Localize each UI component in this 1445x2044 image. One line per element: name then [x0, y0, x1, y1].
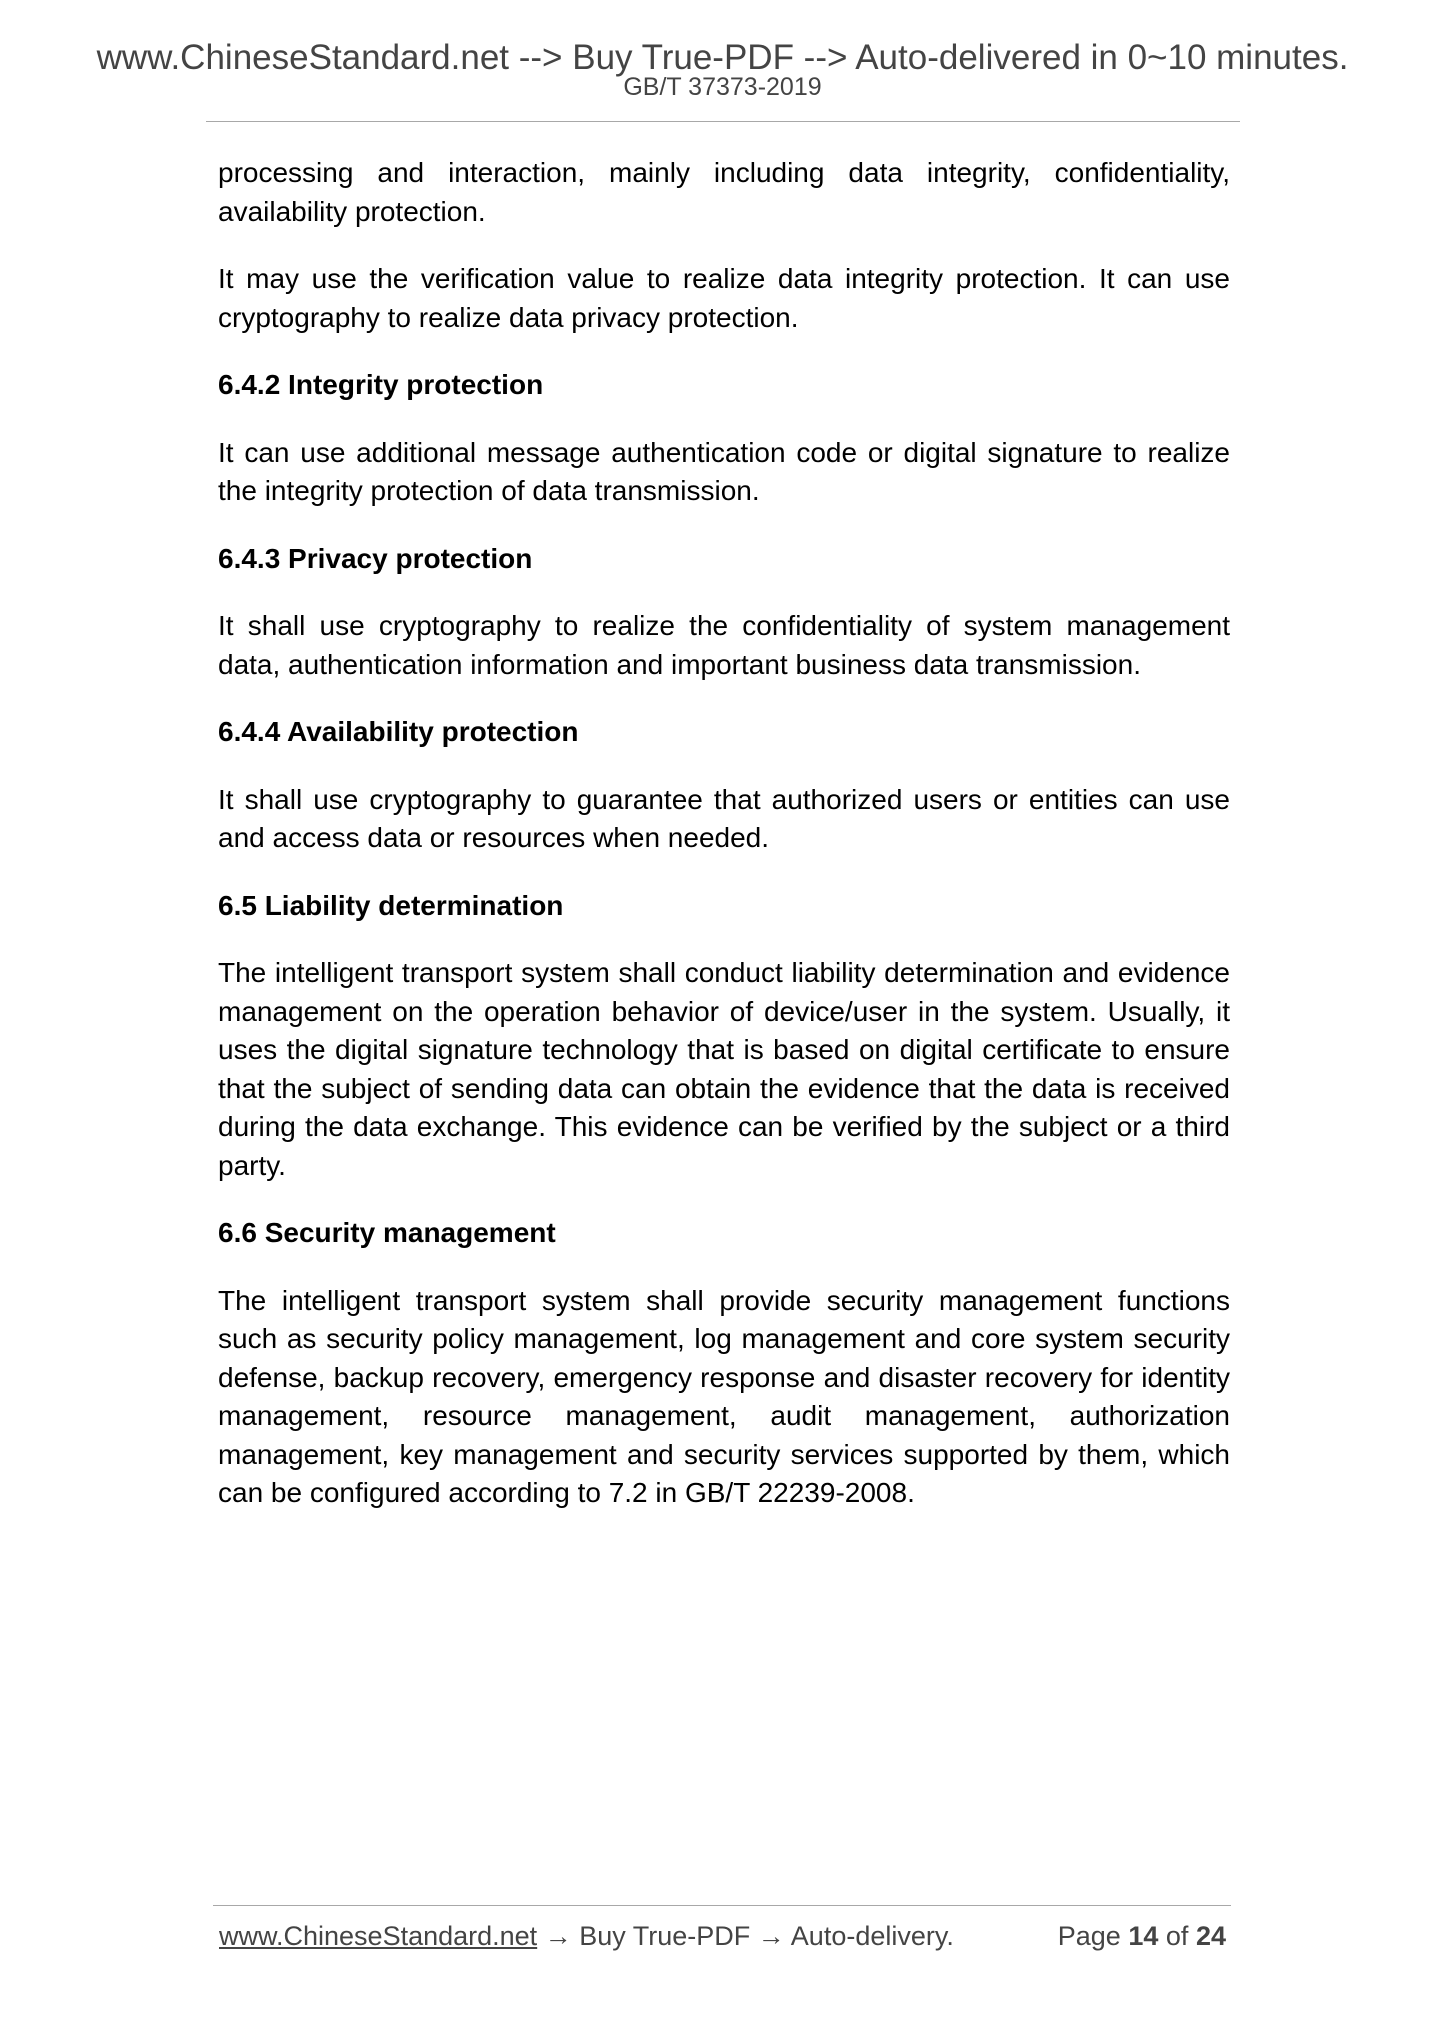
page-total: 24 — [1195, 1921, 1226, 1951]
paragraph: It may use the verification value to realize data integrity protection. It can use cryptography to realize data privacy protection. — [218, 263, 1230, 333]
page-indicator — [1058, 1919, 1226, 1953]
paragraph: The intelligent transport system shall provide security management functions such as security policy management, log management and core system security defense, backup recovery, emergency response and disaster recovery for identity management, resource management, audit management, authorization management, key management and security services supported by them, which can be configured according to 7.2 in GB/T 22239-2008. — [218, 1284, 1230, 1508]
section-heading-6-4-2: 6.4.2 Integrity protection — [218, 369, 544, 400]
header-divider — [206, 121, 1240, 122]
paragraph: processing and interaction, mainly including data integrity, confidentiality, availability protection. — [218, 157, 1230, 227]
section-heading-6-4-4: 6.4.4 Availability protection — [218, 716, 579, 747]
footer-site-link[interactable]: www.ChineseStandard.net — [219, 1921, 538, 1951]
document-body — [218, 154, 1230, 1542]
paragraph: It shall use cryptography to realize the confidentiality of system management data, authentication information and important business data transmission. — [218, 610, 1230, 680]
paragraph: It shall use cryptography to guarantee that authorized users or entities can use and access data or resources when needed. — [218, 783, 1230, 853]
page-label: Page — [1057, 1921, 1121, 1951]
arrow-right-icon: → — [544, 1921, 572, 1951]
top-banner: www.ChineseStandard.net --> Buy True-PDF --> Auto-delivered in 0~10 minutes. — [96, 38, 1349, 77]
footer-promo — [219, 1919, 954, 1953]
section-heading-6-4-3: 6.4.3 Privacy protection — [218, 542, 533, 574]
footer-delivery-text: Auto-delivery. — [790, 1921, 954, 1951]
of-label: of — [1165, 1921, 1189, 1951]
page-number: 14 — [1128, 1921, 1159, 1951]
arrow-right-icon: → — [757, 1921, 785, 1951]
section-heading-6-5: 6.5 Liability determination — [218, 889, 564, 921]
paragraph: The intelligent transport system shall conduct liability determination and evidence management on the operation behavior of device/user in the system. Usually, it uses the digital signature technology that is based on digital certificate to ensure that the subject of sending data can obtain the evidence that the data is received during the data exchange. This evidence can be verified by the subject or a third party. — [218, 957, 1230, 1181]
footer-divider — [213, 1905, 1231, 1906]
footer-buy-text: Buy True-PDF — [579, 1921, 751, 1951]
standard-code: GB/T 37373-2019 — [623, 73, 822, 101]
section-heading-6-6: 6.6 Security management — [218, 1217, 556, 1248]
paragraph: It can use additional message authentication code or digital signature to realize the integrity protection of data transmission. — [218, 436, 1230, 506]
